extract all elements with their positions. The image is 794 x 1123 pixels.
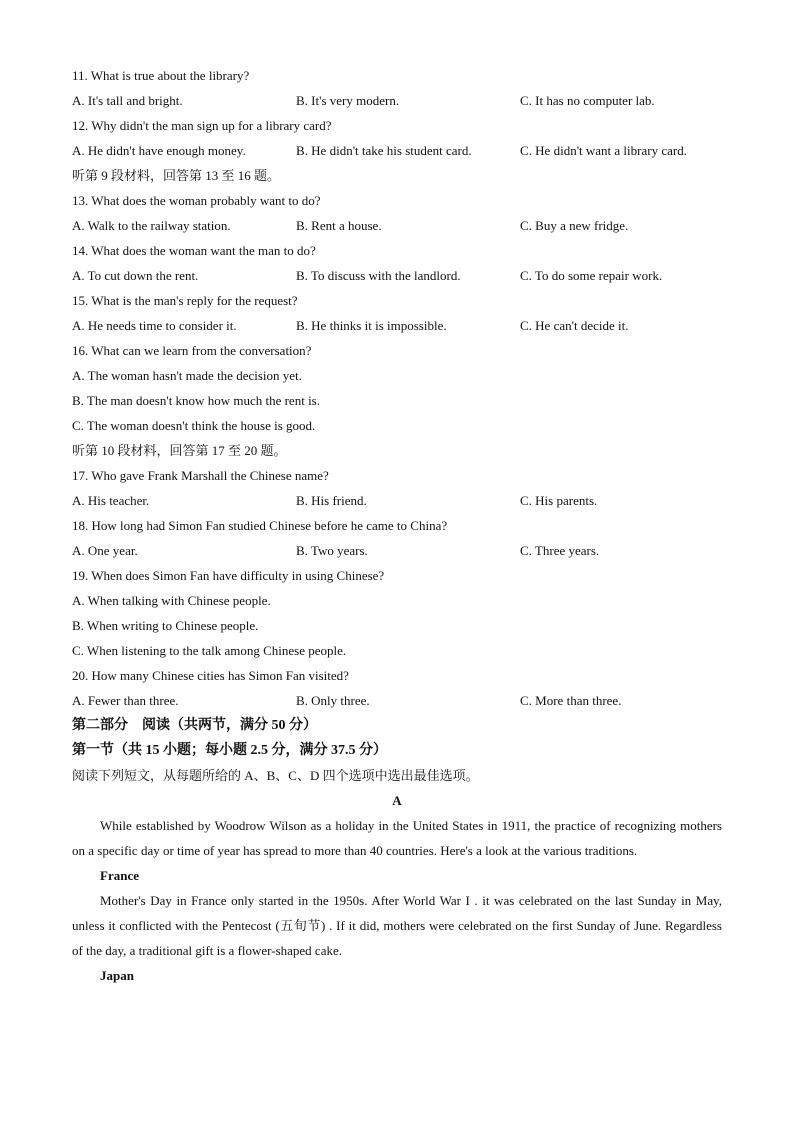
option-c: C. It has no computer lab. [520,93,655,108]
option-a: A. To cut down the rent. [72,268,199,283]
passage-paragraph-2: Mother's Day in France only started in the 1950s. After World War I . it was celebrated on the last Sunday in May, unless it conflicted with the Pentecost (五旬节) . If it did, mothers were celebrated on the first Sunday of June. Regardless of the day, a traditional gift is a flower-shaped cake. [72,893,722,958]
part-2-title: 第二部分 阅读（共两节，满分 50 分） [72,718,317,733]
option-c: C. More than three. [520,693,622,708]
options-13 [72,213,722,238]
options-15 [72,313,722,338]
option-a: A. Fewer than three. [72,693,179,708]
option-19-a: A. When talking with Chinese people. [72,593,271,608]
option-c: C. His parents. [520,493,598,508]
option-a: A. His teacher. [72,493,150,508]
option-16-a: A. The woman hasn't made the decision yet. [72,368,302,383]
option-16-b: B. The man doesn't know how much the rent is. [72,393,320,408]
option-19-b: B. When writing to Chinese people. [72,618,259,633]
passage-label: A [392,793,402,808]
option-b: B. He thinks it is impossible. [296,318,447,333]
question-19: 19. When does Simon Fan have difficulty in using Chinese? [72,568,385,583]
question-18: 18. How long had Simon Fan studied Chinese before he came to China? [72,518,448,533]
options-11 [72,88,722,113]
options-18 [72,538,722,563]
option-a: A. It's tall and bright. [72,93,183,108]
question-16: 16. What can we learn from the conversation? [72,343,312,358]
heading-france: France [100,868,139,883]
options-20 [72,688,722,713]
section-1-title: 第一节（共 15 小题；每小题 2.5 分，满分 37.5 分） [72,743,387,758]
question-15: 15. What is the man's reply for the request? [72,293,298,308]
question-17: 17. Who gave Frank Marshall the Chinese name? [72,468,329,483]
option-b: B. Two years. [296,543,368,558]
option-c: C. To do some repair work. [520,268,663,283]
option-c: C. He can't decide it. [520,318,629,333]
options-14 [72,263,722,288]
question-11: 11. What is true about the library? [72,68,250,83]
document-page [72,63,722,988]
option-a: A. He needs time to consider it. [72,318,237,333]
reading-instruction: 阅读下列短文，从每题所给的 A、B、C、D 四个选项中选出最佳选项。 [72,768,479,783]
question-14: 14. What does the woman want the man to do? [72,243,316,258]
option-b: B. He didn't take his student card. [296,143,472,158]
section-9-instruction: 听第 9 段材料，回答第 13 至 16 题。 [72,168,281,183]
option-b: B. It's very modern. [296,93,400,108]
option-16-c: C. The woman doesn't think the house is good. [72,418,316,433]
option-a: A. Walk to the railway station. [72,218,231,233]
option-a: A. One year. [72,543,138,558]
option-b: B. Rent a house. [296,218,382,233]
option-b: B. Only three. [296,693,370,708]
option-b: B. His friend. [296,493,367,508]
option-a: A. He didn't have enough money. [72,143,246,158]
heading-japan: Japan [100,968,134,983]
option-c: C. He didn't want a library card. [520,143,687,158]
passage-paragraph-1: While established by Woodrow Wilson as a holiday in the United States in 1911, the practice of recognizing mothers on a specific day or time of year has spread to more than 40 countries. Here's a look at the various traditions. [72,818,722,858]
question-20: 20. How many Chinese cities has Simon Fan visited? [72,668,349,683]
options-12 [72,138,722,163]
option-c: C. Three years. [520,543,600,558]
options-17 [72,488,722,513]
option-b: B. To discuss with the landlord. [296,268,461,283]
question-12: 12. Why didn't the man sign up for a library card? [72,118,332,133]
option-19-c: C. When listening to the talk among Chinese people. [72,643,347,658]
question-13: 13. What does the woman probably want to do? [72,193,321,208]
option-c: C. Buy a new fridge. [520,218,629,233]
section-10-instruction: 听第 10 段材料，回答第 17 至 20 题。 [72,443,287,458]
